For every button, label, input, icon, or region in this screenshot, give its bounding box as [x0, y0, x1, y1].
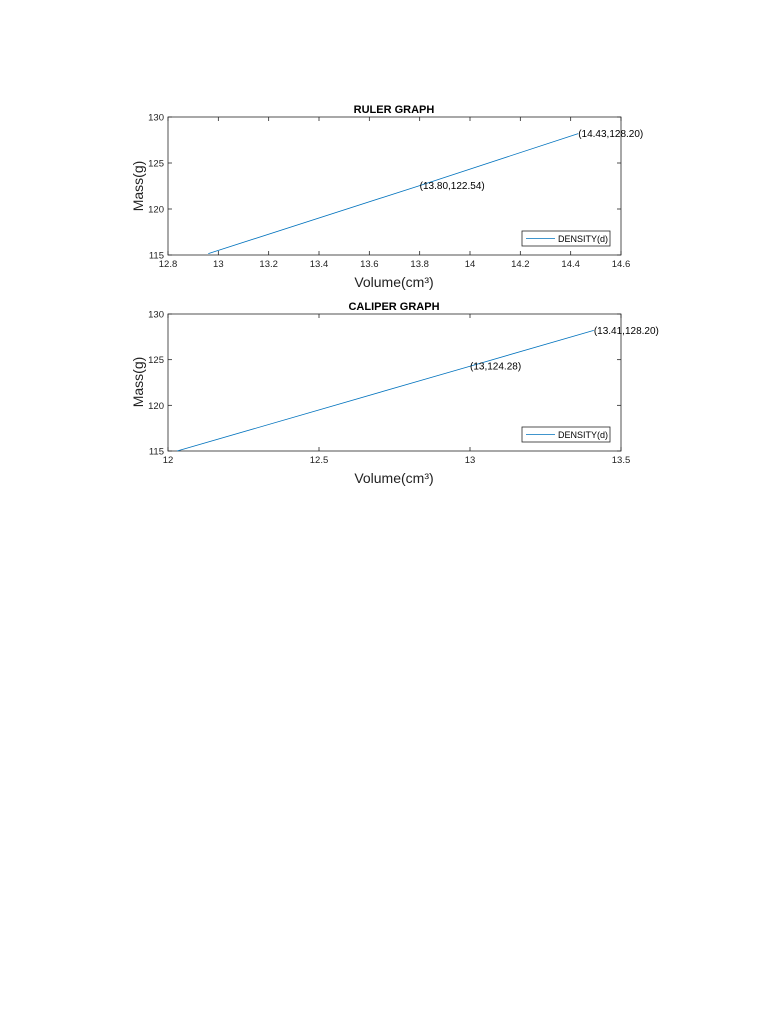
- caliper-y-tick-label: 125: [148, 355, 164, 367]
- ruler-annotation: (14.43,128.20): [578, 129, 644, 141]
- ruler-y-tick-label: 125: [148, 158, 164, 170]
- caliper-legend-label: DENSITY(d): [558, 430, 609, 440]
- ruler-x-tick-label: 13.8: [410, 259, 429, 270]
- ruler-x-tick-label: 13.4: [309, 259, 329, 270]
- ruler-chart: [130, 104, 643, 290]
- caliper-y-tick-label: 130: [148, 309, 164, 321]
- ruler-legend: [522, 231, 610, 246]
- caliper-annotation: (13,124.28): [470, 361, 522, 373]
- caliper-y-axis-label: Mass(g): [130, 356, 146, 408]
- caliper-y-tick-label: 120: [148, 400, 164, 412]
- ruler-x-tick-label: 14.4: [561, 259, 580, 270]
- caliper-y-tick-label: 115: [148, 446, 164, 458]
- caliper-x-tick-label: 13: [464, 455, 476, 466]
- ruler-annotation: (13.80,122.54): [419, 181, 485, 193]
- caliper-x-tick-label: 12: [162, 455, 174, 466]
- caliper-x-tick-label: 12.5: [309, 455, 329, 466]
- caliper-x-tick-label: 13.5: [611, 455, 631, 466]
- ruler-x-tick-label: 14.6: [611, 259, 631, 270]
- caliper-legend: [522, 427, 610, 442]
- ruler-x-tick-label: 12.8: [158, 259, 178, 270]
- ruler-x-tick-label: 14: [464, 259, 476, 270]
- caliper-chart-title: CALIPER GRAPH: [348, 301, 440, 313]
- ruler-x-tick-label: 13.6: [360, 259, 379, 270]
- ruler-y-tick-label: 120: [148, 204, 164, 216]
- ruler-x-tick-label: 13.2: [259, 259, 278, 270]
- ruler-y-axis-label: Mass(g): [130, 160, 146, 212]
- ruler-legend-label: DENSITY(d): [558, 234, 609, 244]
- ruler-x-tick-label: 13: [213, 259, 224, 270]
- caliper-x-axis: [163, 314, 631, 466]
- caliper-x-axis-label: Volume(cm³): [354, 470, 434, 486]
- ruler-x-axis-label: Volume(cm³): [354, 274, 434, 290]
- caliper-chart: [130, 301, 659, 486]
- ruler-y-tick-label: 130: [148, 112, 164, 124]
- ruler-x-tick-label: 14.2: [511, 259, 530, 270]
- ruler-chart-title: RULER GRAPH: [353, 104, 435, 116]
- caliper-annotation: (13.41,128.20): [593, 325, 659, 337]
- ruler-y-tick-label: 115: [148, 250, 164, 262]
